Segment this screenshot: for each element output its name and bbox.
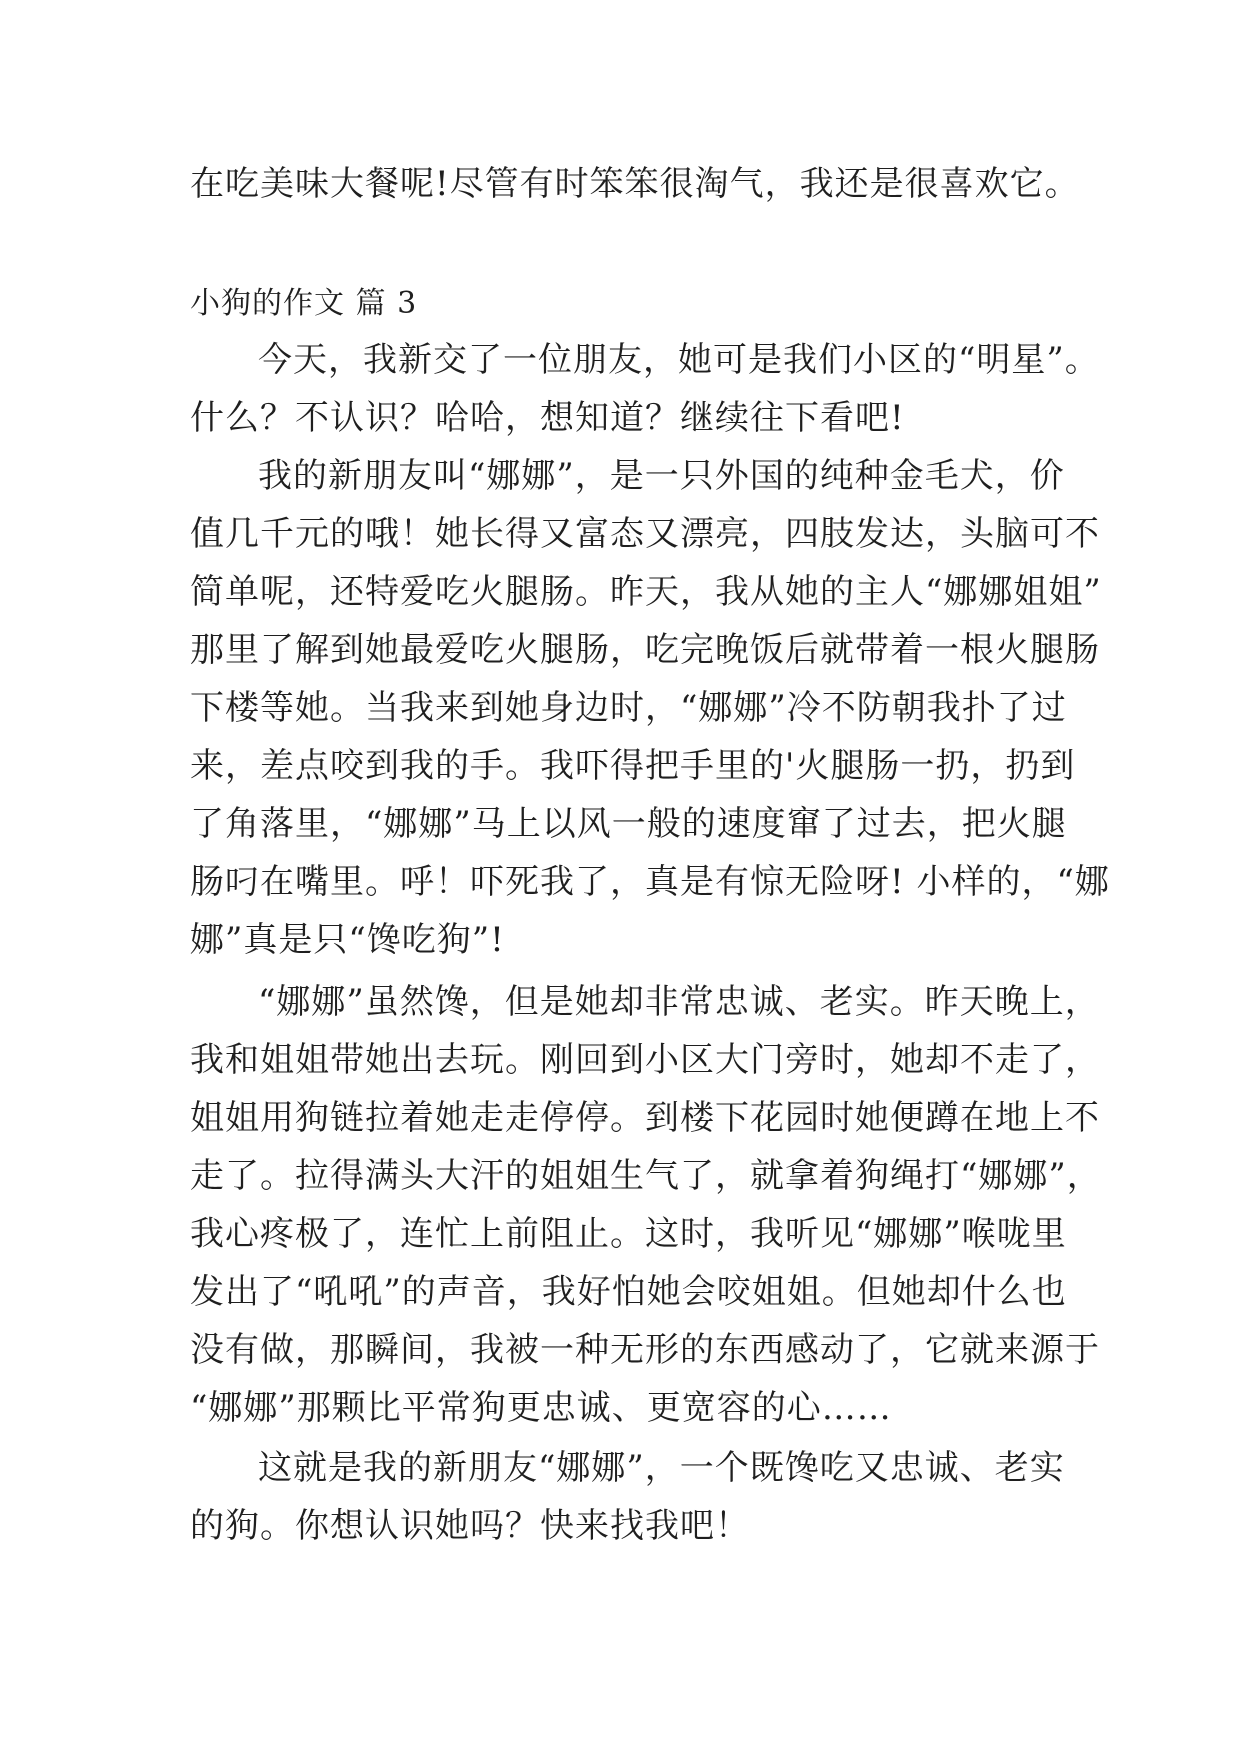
paragraph-2-line-5: 下楼等她。当我来到她身边时，“娜娜”冷不防朝我扑了过: [190, 688, 1067, 728]
paragraph-1-line-2: 什么？不认识？哈哈，想知道？继续往下看吧!: [190, 398, 905, 438]
paragraph-2-line-1: 我的新朋友叫“娜娜”，是一只外国的纯种金毛犬，价: [258, 456, 1065, 496]
paragraph-3-line-6: 发出了“吼吼”的声音，我好怕她会咬姐姐。但她却什么也: [190, 1272, 1067, 1312]
paragraph-2-line-3: 简单呢，还特爱吃火腿肠。昨天，我从她的主人“娜娜姐姐”: [190, 572, 1102, 612]
paragraph-3-line-5: 我心疼极了，连忙上前阻止。这时，我听见“娜娜”喉咙里: [190, 1214, 1067, 1254]
paragraph-2-line-2: 值几千元的哦！她长得又富态又漂亮，四肢发达，头脑可不: [190, 514, 1100, 554]
paragraph-3-line-8: “娜娜”那颗比平常狗更忠诚、更宽容的心……: [190, 1388, 892, 1428]
paragraph-2-line-7: 了角落里，“娜娜”马上以风一般的速度窜了过去，把火腿: [190, 804, 1067, 844]
section-title: 小狗的作文 篇 3: [190, 286, 418, 321]
paragraph-4-line-2: 的狗。你想认识她吗？快来找我吧！: [190, 1506, 750, 1546]
paragraph-3-line-4: 走了。拉得满头大汗的姐姐生气了，就拿着狗绳打“娜娜”，: [190, 1156, 1102, 1196]
paragraph-1-line-1: 今天，我新交了一位朋友，她可是我们小区的“明星”。: [258, 340, 1100, 380]
paragraph-2-line-6: 来，差点咬到我的手。我吓得把手里的'火腿肠一扔，扔到: [190, 746, 1076, 786]
paragraph-3-line-1: “娜娜”虽然馋，但是她却非常忠诚、老实。昨天晚上，: [258, 982, 1100, 1022]
paragraph-2-line-9: 娜”真是只“馋吃狗”!: [190, 920, 505, 960]
paragraph-2-line-8: 肠叼在嘴里。呼！吓死我了，真是有惊无险呀! 小样的，“娜: [190, 862, 1110, 902]
continuation-line: 在吃美味大餐呢!尽管有时笨笨很淘气，我还是很喜欢它。: [190, 164, 1080, 204]
paragraph-3-line-2: 我和姐姐带她出去玩。刚回到小区大门旁时，她却不走了，: [190, 1040, 1100, 1080]
paragraph-3-line-3: 姐姐用狗链拉着她走走停停。到楼下花园时她便蹲在地上不: [190, 1098, 1100, 1138]
paragraph-3-line-7: 没有做，那瞬间，我被一种无形的东西感动了，它就来源于: [190, 1330, 1100, 1370]
paragraph-2-line-4: 那里了解到她最爱吃火腿肠，吃完晚饭后就带着一根火腿肠: [190, 630, 1100, 670]
paragraph-4-line-1: 这就是我的新朋友“娜娜”，一个既馋吃又忠诚、老实: [258, 1448, 1065, 1488]
